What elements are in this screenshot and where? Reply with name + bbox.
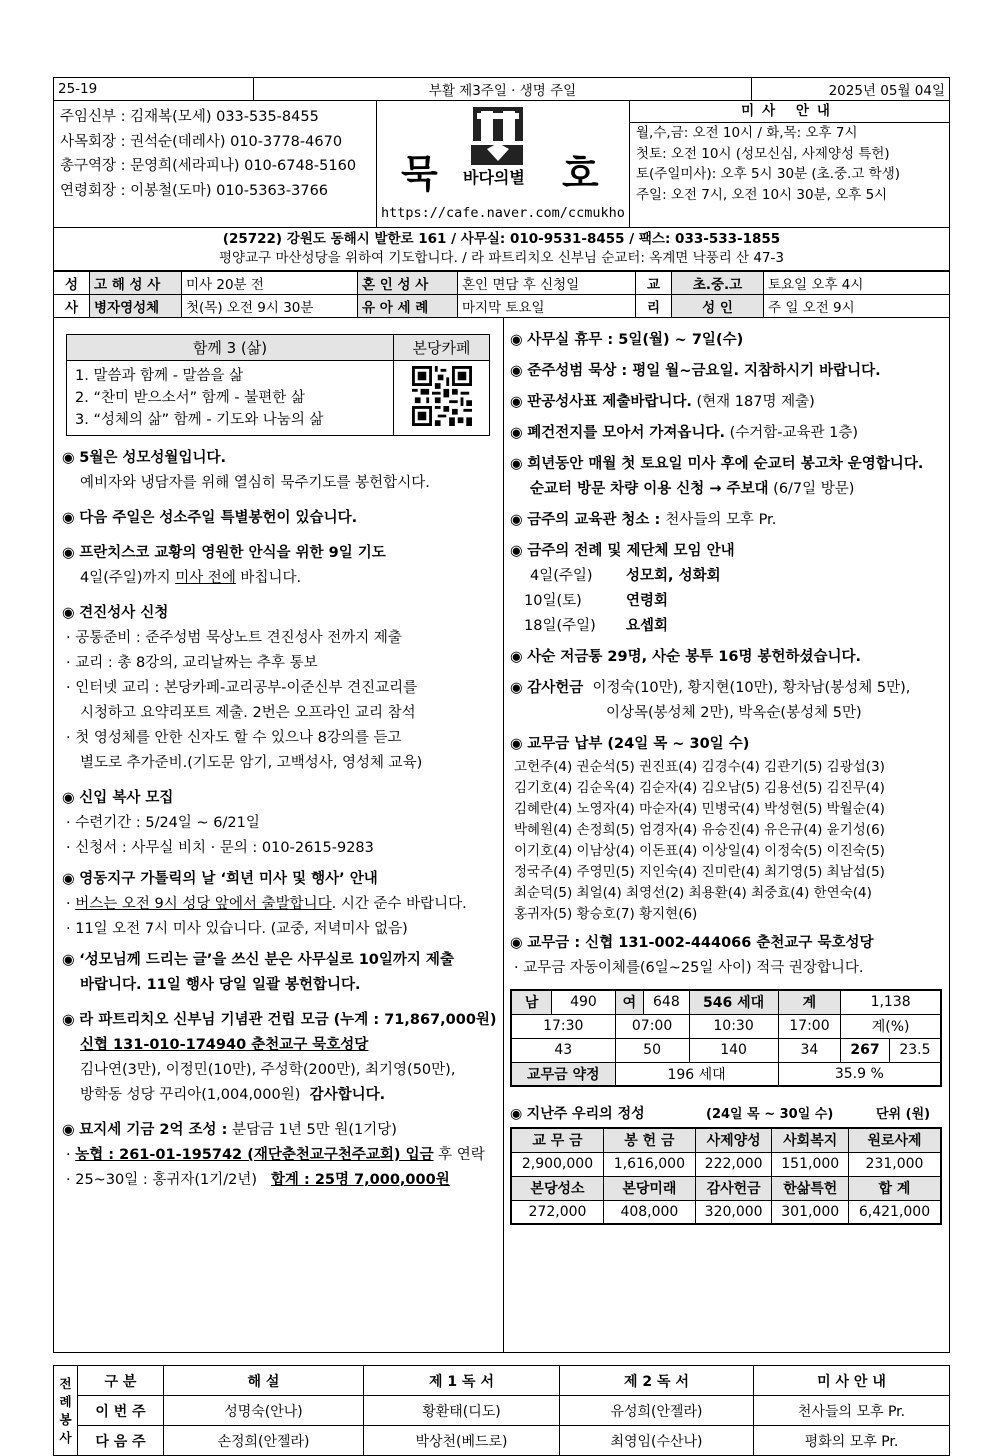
battery-tail: (수거함-교육관 1층) [724,425,859,441]
notice-lent-savings [510,645,949,670]
service-side-char: 례 [59,1393,72,1409]
dues-list [510,757,949,925]
pope-body-b: 미사 전에 [175,570,236,586]
wedding-value: 혼인 면담 후 신청일 [458,272,636,295]
cemetery-account-line: · 농협 : 261-01-195742 (재단춘천교구천주교회) 입금 후 연락 [66,1147,485,1163]
offering-value: 408,000 [603,1200,695,1224]
attendance-pct: 23.5 [889,1038,941,1062]
school-value: 토요일 오후 4시 [764,272,950,295]
notice-confirmation [62,601,503,776]
offering-period: (24일 목 ~ 30일 수) [706,1107,834,1122]
dues-auto: · 교무금 자동이체를(6일~25일 사이) 적극 권장합니다. [514,960,864,976]
offering-unit: 단위 (원) [876,1107,931,1122]
service-second-reader: 최영임(수산나) [560,1426,754,1456]
offering-label: 감사헌금 [695,1176,772,1200]
mass-time: 07:00 [615,1014,689,1038]
left-column [54,318,504,1352]
group-row [510,564,949,589]
memorial-donors: 김나연(3만), 이정민(10만), 주성학(200만), 최기영(50만), [80,1062,456,1078]
sum-label: 계(%) [841,1014,941,1038]
dues-line: 김기호(4) 김순옥(4) 김순자(4) 김오남(5) 김용선(5) 김진무(4) [514,780,885,796]
catechism-side-2: 리 [636,295,672,318]
notice-cemetery [62,1118,503,1193]
thanks-line-a [510,676,949,701]
office-closed-text: ◉ 사무실 휴무 : 5일(월) ~ 7일(수) [510,328,949,353]
server-title: ◉ 신입 복사 모집 [62,786,503,811]
yeongdong-bus: · 버스는 오전 9시 성당 앞에서 출발합니다. 시간 준수 바랍니다. [66,896,467,912]
service-first-reader: 황환태(디도) [364,1396,560,1426]
dues-line: 이기호(4) 이남상(4) 이돈표(4) 이상일(4) 이정숙(5) 이진숙(5) [514,843,885,859]
together-item: 2. “찬미 받으소서” 함께 - 불편한 삶 [75,390,305,406]
offering-label: 원로사제 [849,1128,941,1152]
memorial-thanks: 감사합니다. [309,1087,386,1103]
offering-label: 본당미래 [603,1176,695,1200]
female-label: 여 [615,990,644,1014]
sick-communion-label: 병자영성체 [90,295,182,318]
mass-first-saturday: 첫토: 오전 10시 (성모신심, 사제양성 특헌) [636,145,890,162]
offering-label: 본당성소 [511,1176,603,1200]
notice-cleaning [510,508,949,533]
wedding-label: 혼 인 성 사 [358,272,458,295]
dues-line: 박혜원(4) 손정희(5) 엄경자(4) 유승진(4) 유은규(4) 윤기성(6) [514,822,885,838]
yeongdong-title: ◉ 영동지구 가톨릭의 날 ‘희년 미사 및 행사’ 안내 [62,867,503,892]
logo-char-muk: 묵 [401,151,438,196]
cafe-label: 본당카페 [394,335,490,361]
contact-council: 사목회장 : 권석순(데레사) 010-3778-4670 [60,133,343,150]
cleaning-tail: 천사들의 모후 Pr. [665,512,777,528]
offering-title: ◉ 지난주 우리의 정성 [510,1103,706,1123]
memorial-account: 신협 131-010-174940 춘천교구 묵호성당 [80,1037,369,1053]
offering-label: 한삶특헌 [772,1176,849,1200]
service-commentator: 손정희(안젤라) [164,1426,364,1456]
attendance-count: 50 [615,1038,689,1062]
issue-number: 25-19 [54,78,254,101]
service-commentator: 성명숙(안나) [164,1396,364,1426]
notice-battery [510,421,949,446]
thanks-donors-b: 이상목(봉성체 2만), 박옥순(봉성체 5만) [606,705,862,721]
right-column [504,318,949,1352]
parish-logo [376,101,630,227]
offering-label: 봉 헌 금 [603,1128,695,1152]
dues-account: ◉ 교무금 : 신협 131-002-444066 춘천교구 묵호성당 [510,931,949,956]
notice-meditation [510,359,949,384]
memorial-donors-b: 방학동 성당 꾸리아(1,004,000원) [80,1087,301,1103]
service-header: 해 설 [164,1366,364,1396]
confirmation-line: · 공통준비 : 준주성범 묵상노트 견진성사 전까지 제출 [66,630,402,646]
notice-yeongdong [62,867,503,942]
dues-line: 김혜란(4) 노영자(4) 마순자(4) 민병국(4) 박성현(5) 박월순(4) [514,801,885,817]
offering-value: 2,900,000 [511,1152,603,1176]
yeongdong-mass-text: 11일 오전 7시 미사 있습니다. (교중, 저녁미사 없음) [75,921,408,937]
may-title: ◉ 5월은 성모성월입니다. [62,446,503,471]
mass-time: 17:30 [511,1014,615,1038]
confirmation-title: ◉ 견진성사 신청 [62,601,503,626]
pledge-households: 196 세대 [615,1062,778,1086]
pope-body-c: 바칩니다. [235,570,302,586]
group-name: 연령회 [626,593,669,609]
prayer-intention: 평양교구 마산성당을 위하여 기도합니다. / 라 파트리치오 신부님 순교터: 옥계면 낙풍리 산 47-3 [219,250,784,266]
may-body: 예비자와 냉담자를 위해 열심히 묵주기도를 봉헌합시다. [80,475,430,491]
attendance-count: 43 [511,1038,615,1062]
school-label: 초.중.고 [672,272,764,295]
pope-body [62,566,503,591]
offering-label: 교 무 금 [511,1128,603,1152]
cafe-url[interactable]: https://cafe.naver.com/ccmukho [381,205,625,221]
yeongdong-bus-text: 버스는 오전 9시 성당 앞에서 출발합니다 [75,896,332,912]
notice-thanks-offering [510,676,949,726]
mass-weekday: 월,수,금: 오전 10시 / 화,목: 오후 7시 [636,125,858,141]
pledge-pct: 35.9 % [778,1062,941,1086]
service-header: 미 사 안 내 [754,1366,950,1396]
attendance-sum: 267 [841,1038,890,1062]
report-tail: (현재 187명 제출) [691,394,815,410]
together-item: 1. 말씀과 함께 - 말씀을 삶 [75,368,244,384]
service-header: 구 분 [78,1366,164,1396]
service-this-week-label: 이 번 주 [78,1396,164,1426]
service-header: 제 2 독 서 [560,1366,754,1396]
group-name: 성모회, 성화회 [626,568,721,584]
pledge-label: 교무금 약정 [511,1062,615,1086]
notice-may [62,446,503,496]
savings-text: ◉ 사순 저금통 29명, 사순 봉투 16명 봉헌하셨습니다. [510,645,949,670]
service-mass-guide: 평화의 모후 Pr. [754,1426,950,1456]
server-apply: · 신청서 : 사무실 비치 · 문의 : 010-2615-9283 [66,840,374,856]
logo-char-ho: 호 [562,151,599,196]
mass-saturday: 토(주일미사): 오후 5시 30분 (초.중.고 학생) [636,166,900,182]
total-count: 1,138 [841,990,941,1014]
attendance-count: 34 [778,1038,841,1062]
notice-dues [510,732,949,925]
confirmation-line: · 교리 : 총 8강의, 교리날짜는 추후 통보 [66,655,318,671]
notices-area [53,318,950,1353]
together-box [66,334,490,436]
cemetery-sub: 분담금 1년 5만 원(1기당) [227,1122,397,1138]
qr-code-icon[interactable] [394,361,490,436]
attendance-count: 140 [689,1038,778,1062]
group-day: 4일(주일) [530,568,593,584]
offering-value: 6,421,000 [849,1200,941,1224]
confirmation-line: · 첫 영성체를 안한 신자도 할 수 있으나 8강의를 듣고 [66,730,402,746]
sick-communion-value: 첫(목) 오전 9시 30분 [182,295,358,318]
households: 546 세대 [689,990,778,1014]
cleaning-text: ◉ 금주의 교육관 청소 : [510,512,665,528]
contact-funeral: 연령회장 : 이봉철(도마) 010-5363-3766 [60,182,329,199]
thanks-donors-a: 이정숙(10만), 황지현(10만), 황차남(봉성체 5만), [592,680,911,696]
notice-groups [510,539,949,639]
contact-district: 총구역장 : 문영희(세라피나) 010-6748-5160 [60,158,357,174]
cemetery-title: ◉ 묘지세 기금 2억 조성 : [62,1122,227,1138]
meditation-text: ◉ 준주성범 묵상 : 평일 월~금요일. 지참하시기 바랍니다. [510,359,949,384]
pope-body-a: 4일(주일)까지 [80,570,176,586]
attendance-table [510,989,942,1087]
sacraments-table [53,271,950,318]
offering-head [510,1103,949,1123]
cemetery-account-tail: 후 연락 [433,1147,485,1163]
martyr-line-b [510,477,949,502]
together-item: 3. “성체의 삶” 함께 - 기도와 나눔의 삶 [75,412,324,428]
mass-schedule [630,101,949,227]
yeongdong-mass: · 11일 오전 7시 미사 있습니다. (교중, 저녁미사 없음) [66,921,408,937]
martyr-apply: 순교터 방문 차량 이용 신청 → 주보대 [530,481,769,497]
liturgy-title: 부활 제3주일 · 생명 주일 [254,78,752,101]
letter-line-a: ◉ ‘성모님께 드리는 글’을 쓰신 분은 사무실로 10일까지 제출 [62,948,503,973]
offering-value: 1,616,000 [603,1152,695,1176]
notice-pope [62,541,503,591]
confirmation-line: 시청하고 요약리포트 제출. 2번은 오프라인 교리 참석 [80,705,416,721]
service-side-char: 전 [59,1375,72,1391]
letter-line-b: 바랍니다. 11일 행사 당일 일괄 봉헌합니다. [80,977,361,993]
service-side-label [54,1366,78,1456]
dues-line: 정국주(4) 주영민(5) 지인숙(4) 진미란(4) 최기영(5) 최남섭(5) [514,864,885,880]
pope-title: ◉ 프란치스코 교황의 영원한 안식을 위한 9일 기도 [62,541,503,566]
notice-next-sunday [62,506,503,531]
notice-altar-server [62,786,503,861]
dues-title: ◉ 교무금 납부 (24일 목 ~ 30일 수) [510,732,949,757]
group-day: 18일(주일) [524,618,596,634]
offering-label: 사제양성 [695,1128,772,1152]
memorial-title: ◉ 라 파트리치오 신부님 기념관 건립 모금 (누계 : 71,867,000원) [62,1008,503,1033]
dues-line: 최순덕(5) 최얼(4) 최영선(2) 최용환(4) 최중효(4) 한연숙(4) [514,885,872,901]
notice-martyr-site [510,452,949,502]
catechism-side-1: 교 [636,272,672,295]
yeongdong-bus-tail: . 시간 준수 바랍니다. [331,896,467,912]
service-second-reader: 유성희(안젤라) [560,1396,754,1426]
group-day: 10일(토) [524,593,582,609]
dues-line: 홍귀자(5) 황승호(7) 황지현(6) [514,906,698,922]
notice-office-closed [510,328,949,353]
offering-value: 222,000 [695,1152,772,1176]
notice-dues-account [510,931,949,981]
cemetery-total-line [62,1168,503,1193]
female-count: 648 [644,990,689,1014]
header-bar [53,77,950,101]
together-title: 함께 3 (삶) [67,335,394,361]
confirmation-line: · 인터넷 교리 : 본당카페-교리공부-이준신부 견진교리를 [66,680,418,696]
confession-label: 고 해 성 사 [90,272,182,295]
group-name: 요셉회 [626,618,669,634]
confirmation-line: 별도로 추가준비.(기도문 암기, 고백성사, 영성체 교육) [80,755,423,771]
sacraments-side-1: 성 [54,272,90,295]
battery-text: ◉ 폐건전지를 모아서 가져옵니다. [510,425,725,441]
liturgy-service-table [53,1365,950,1456]
offering-value: 320,000 [695,1200,772,1224]
contact-pastor: 주임신부 : 김재복(모세) 033-535-8455 [60,109,319,125]
cemetery-total: 합계 : 25명 7,000,000원 [270,1172,450,1188]
service-mass-guide: 천사들의 모후 Pr. [754,1396,950,1426]
address-block [53,228,950,271]
infant-baptism-value: 마지막 토요일 [458,295,636,318]
bulletin-page [53,77,950,1456]
mass-time: 10:30 [689,1014,778,1038]
sacraments-side-2: 사 [54,295,90,318]
dues-line: 고헌주(4) 권순석(5) 권진표(4) 김경수(4) 김관기(5) 김광섭(3) [514,759,885,775]
offering-value: 231,000 [849,1152,941,1176]
group-row [510,589,949,614]
next-sunday-text: ◉ 다음 주일은 성소주일 특별봉헌이 있습니다. [62,506,503,531]
groups-title: ◉ 금주의 전례 및 제단체 모임 안내 [510,539,949,564]
martyr-line-a: ◉ 희년동안 매월 첫 토요일 미사 후에 순교터 봉고차 운영합니다. [510,452,949,477]
contacts [54,101,376,227]
martyr-apply-tail: (6/7일 방문) [768,481,855,497]
service-side-char: 봉 [59,1411,72,1427]
report-text: ◉ 판공성사표 제출바랍니다. [510,394,692,410]
cemetery-period: · 25~30일 : 홍귀자(1기/2년) [66,1172,258,1188]
offering-value: 272,000 [511,1200,603,1224]
adult-label: 성 인 [672,295,764,318]
offering-table [510,1127,942,1225]
offering-label: 합 계 [849,1176,941,1200]
male-label: 남 [511,990,552,1014]
parish-address: (25722) 강원도 동해시 발한로 161 / 사무실: 010-9531-8455 / 팩스: 033-533-1855 [222,231,781,247]
issue-date: 2025년 05월 04일 [752,78,950,101]
service-next-week-label: 다 음 주 [78,1426,164,1456]
notice-report [510,390,949,415]
together-list [67,361,394,436]
logo-name: 바다의별 [463,168,525,187]
thanks-label: ◉ 감사헌금 [510,680,583,696]
server-period: · 수련기간 : 5/24일 ~ 6/21일 [66,815,260,831]
adult-value: 주 일 오전 9시 [764,295,950,318]
confession-value: 미사 20분 전 [182,272,358,295]
male-count: 490 [552,990,615,1014]
notice-letter [62,948,503,998]
offering-value: 301,000 [772,1200,849,1224]
mass-sunday: 주일: 오전 7시, 오전 10시 30분, 오후 5시 [636,186,888,203]
service-first-reader: 박상천(베드로) [364,1426,560,1456]
offering-value: 151,000 [772,1152,849,1176]
mass-time: 17:00 [778,1014,841,1038]
cemetery-head [62,1118,503,1143]
service-side-char: 사 [59,1429,72,1445]
mass-schedule-title: 미사 안내 [630,101,949,123]
cemetery-account: 농협 : 261-01-195742 (재단춘천교구천주교회) 입금 [75,1147,434,1163]
memorial-donors-2 [62,1083,503,1108]
total-label: 계 [778,990,841,1014]
service-header: 제 1 독 서 [364,1366,560,1396]
infant-baptism-label: 유 아 세 례 [358,295,458,318]
offering-label: 사회복지 [772,1128,849,1152]
head-block [53,101,950,228]
group-row [510,614,949,639]
notice-memorial [62,1008,503,1108]
